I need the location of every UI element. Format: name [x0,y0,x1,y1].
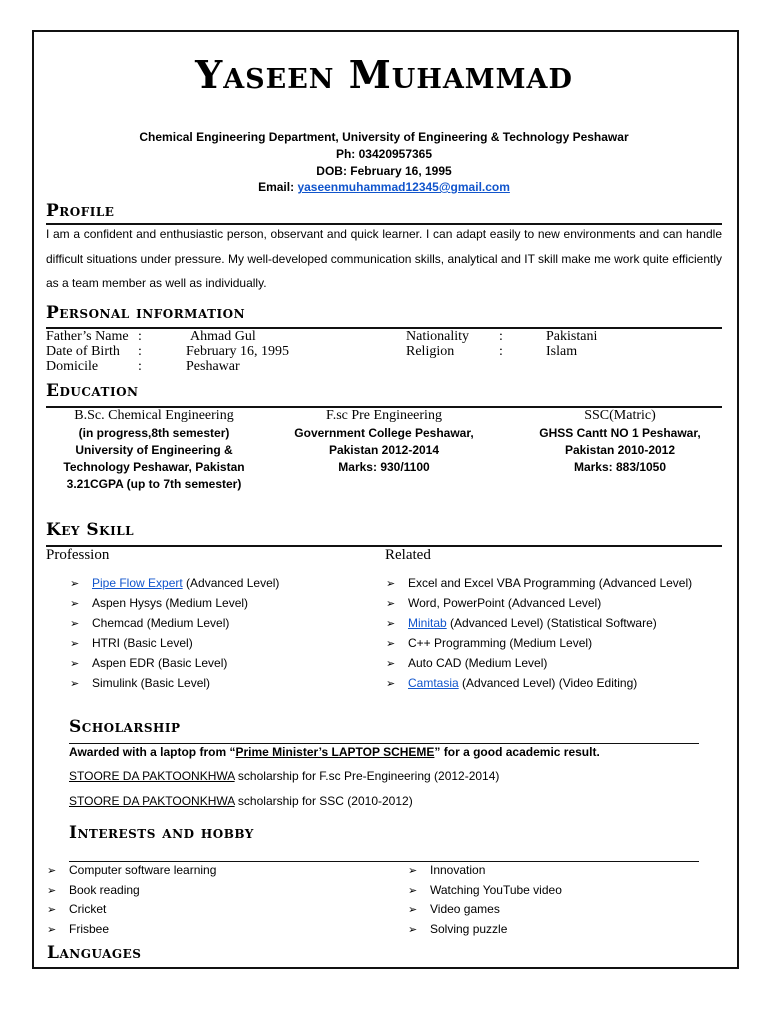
education-line: Pakistan 2010-2012 [564,443,676,457]
pipe-flow-expert-link[interactable]: Pipe Flow Expert [92,576,183,590]
related-list [386,574,692,694]
education-line: GHSS Cantt NO 1 Peshawar, [539,426,701,440]
dob-line: DOB: February 16, 1995 [316,164,452,178]
list-item [408,861,562,881]
arrow-bullet-icon: ➢ [386,618,396,630]
education-line: Pakistan 2012-2014 [328,443,440,457]
education-line: Marks: 930/1100 [338,460,430,474]
nationality-label: Nationality [406,329,469,344]
skill-text: Simulink (Basic Level) [92,676,211,690]
education-line: Technology Peshawar, Pakistan [63,460,245,474]
colon: : [499,329,503,344]
list-item [47,861,216,881]
interest-text: Video games [430,902,500,917]
arrow-bullet-icon: ➢ [386,638,396,650]
arrow-bullet-icon: ➢ [408,865,418,877]
arrow-bullet-icon: ➢ [47,924,57,937]
camtasia-link[interactable]: Camtasia [408,676,459,690]
arrow-bullet-icon: ➢ [408,904,418,917]
skill-text: Word, PowerPoint (Advanced Level) [408,596,602,610]
scholarship-laptop [69,743,600,762]
scholarship-fsc [69,767,499,786]
arrow-bullet-icon: ➢ [70,578,80,590]
arrow-bullet-icon: ➢ [70,598,80,610]
list-item [70,594,279,614]
interest-text: Cricket [69,902,107,917]
colon: : [499,344,503,359]
email-label: Email: [258,180,298,194]
list-item [70,614,279,634]
skill-text: Aspen Hysys (Medium Level) [92,596,249,610]
skill-text: HTRI (Basic Level) [92,636,193,650]
department-line: Chemical Engineering Department, University of Engineering & Technology Peshawar [139,130,629,144]
profession-label: Profession [46,547,110,563]
list-item [70,654,279,674]
education-line: 3.21CGPA (up to 7th semester) [66,477,242,491]
list-item [386,614,692,634]
arrow-bullet-icon: ➢ [408,884,418,897]
scholarship-scheme-name: STOORE DA PAKTOONKHWA [69,794,235,808]
fathers-name-label: Father’s Name [46,329,129,344]
education-line: Marks: 883/1050 [573,460,667,474]
arrow-bullet-icon: ➢ [386,678,396,690]
education-ssc [502,407,738,476]
interest-text: Computer software learning [69,863,217,877]
religion-label: Religion [406,344,455,359]
list-item [386,654,692,674]
list-item [47,900,216,920]
arrow-bullet-icon: ➢ [386,578,396,590]
arrow-bullet-icon: ➢ [70,618,80,630]
interest-text: Book reading [69,882,140,897]
profile-text: I am a confident and enthusiastic person, observant and quick learner. I can adapt easily to new environments and can handle difficult situations under pressure. My well-developed communication skills, analytical and IT skill make me work quite efficiently as a team member as well as individually. [46,227,722,290]
interest-text: Watching YouTube video [430,882,562,897]
arrow-bullet-icon: ➢ [70,638,80,650]
scholarship-scheme-name: STOORE DA PAKTOONKHWA [69,769,235,783]
languages-heading: Languages [47,943,142,963]
education-degree: F.sc Pre Engineering [326,408,442,423]
skills-rule [46,545,722,547]
list-item [386,574,692,594]
education-degree: SSC(Matric) [584,408,656,423]
scholarship-text: ” for a good academic result. [434,745,600,759]
skill-level: (Advanced Level) (Video Editing) [458,676,638,690]
skill-text: C++ Programming (Medium Level) [408,636,593,650]
education-line: Government College Peshawar, [294,426,474,440]
interest-text: Innovation [430,863,486,877]
list-item [70,674,279,694]
candidate-name: Yaseen Muhammad [195,52,573,97]
dob-value: February 16, 1995 [186,344,290,359]
personal-heading: Personal information [46,303,246,323]
skill-text: Excel and Excel VBA Programming (Advanced Level) [408,576,693,590]
list-item [386,634,692,654]
skill-text: Auto CAD (Medium Level) [408,656,548,670]
interests-heading: Interests and hobby [69,823,254,843]
email-line [0,179,768,196]
skill-text: Chemcad (Medium Level) [92,616,230,630]
scholarship-text: scholarship for SSC (2010-2012) [234,794,413,808]
interest-text: Frisbee [69,922,110,937]
education-fsc [266,407,502,476]
arrow-bullet-icon: ➢ [70,658,80,670]
education-line: (in progress,8th semester) [78,426,230,440]
arrow-bullet-icon: ➢ [386,658,396,670]
skill-level: (Advanced Level) (Statistical Software) [446,616,657,630]
domicile-label: Domicile [46,359,99,374]
arrow-bullet-icon: ➢ [47,884,57,897]
list-item [408,920,562,940]
arrow-bullet-icon: ➢ [47,865,57,877]
arrow-bullet-icon: ➢ [386,598,396,610]
arrow-bullet-icon: ➢ [47,904,57,917]
colon: : [138,344,142,359]
skill-text: Aspen EDR (Basic Level) [92,656,228,670]
list-item [47,881,216,901]
skill-level: (Advanced Level) [182,576,280,590]
fathers-name-value: Ahmad Gul [190,329,256,344]
interests-left-list [47,861,216,940]
interest-text: Solving puzzle [430,922,508,937]
email-link[interactable]: yaseenmuhammad12345@gmail.com [297,180,510,194]
phone-line: Ph: 03420957365 [335,147,433,161]
profile-heading: Profile [46,201,115,221]
interests-right-list [408,861,562,940]
education-heading: Education [46,381,139,401]
list-item [70,634,279,654]
education-line: University of Engineering & [75,443,233,457]
domicile-value: Peshawar [186,359,240,374]
arrow-bullet-icon: ➢ [408,924,418,937]
colon: : [138,359,142,374]
minitab-link[interactable]: Minitab [408,616,447,630]
education-bsc [36,407,272,493]
scholarship-scheme-name: Prime Minister’s LAPTOP SCHEME [235,745,435,759]
arrow-bullet-icon: ➢ [70,678,80,690]
list-item [386,594,692,614]
dob-label: Date of Birth [46,344,120,359]
list-item [386,674,692,694]
education-degree: B.Sc. Chemical Engineering [74,408,234,423]
list-item [70,574,279,594]
list-item [47,920,216,940]
skills-heading: Key Skill [46,520,135,540]
scholarship-text: Awarded with a laptop from “ [69,745,236,759]
related-label: Related [385,547,431,563]
scholarship-ssc [69,792,413,811]
religion-value: Islam [546,344,578,359]
nationality-value: Pakistani [546,329,598,344]
profession-list [70,574,279,694]
scholarship-heading: Scholarship [69,717,181,737]
colon: : [138,329,142,344]
scholarship-text: scholarship for F.sc Pre-Engineering (2012-2014) [234,769,500,783]
list-item [408,881,562,901]
list-item [408,900,562,920]
personal-rule [46,327,722,329]
